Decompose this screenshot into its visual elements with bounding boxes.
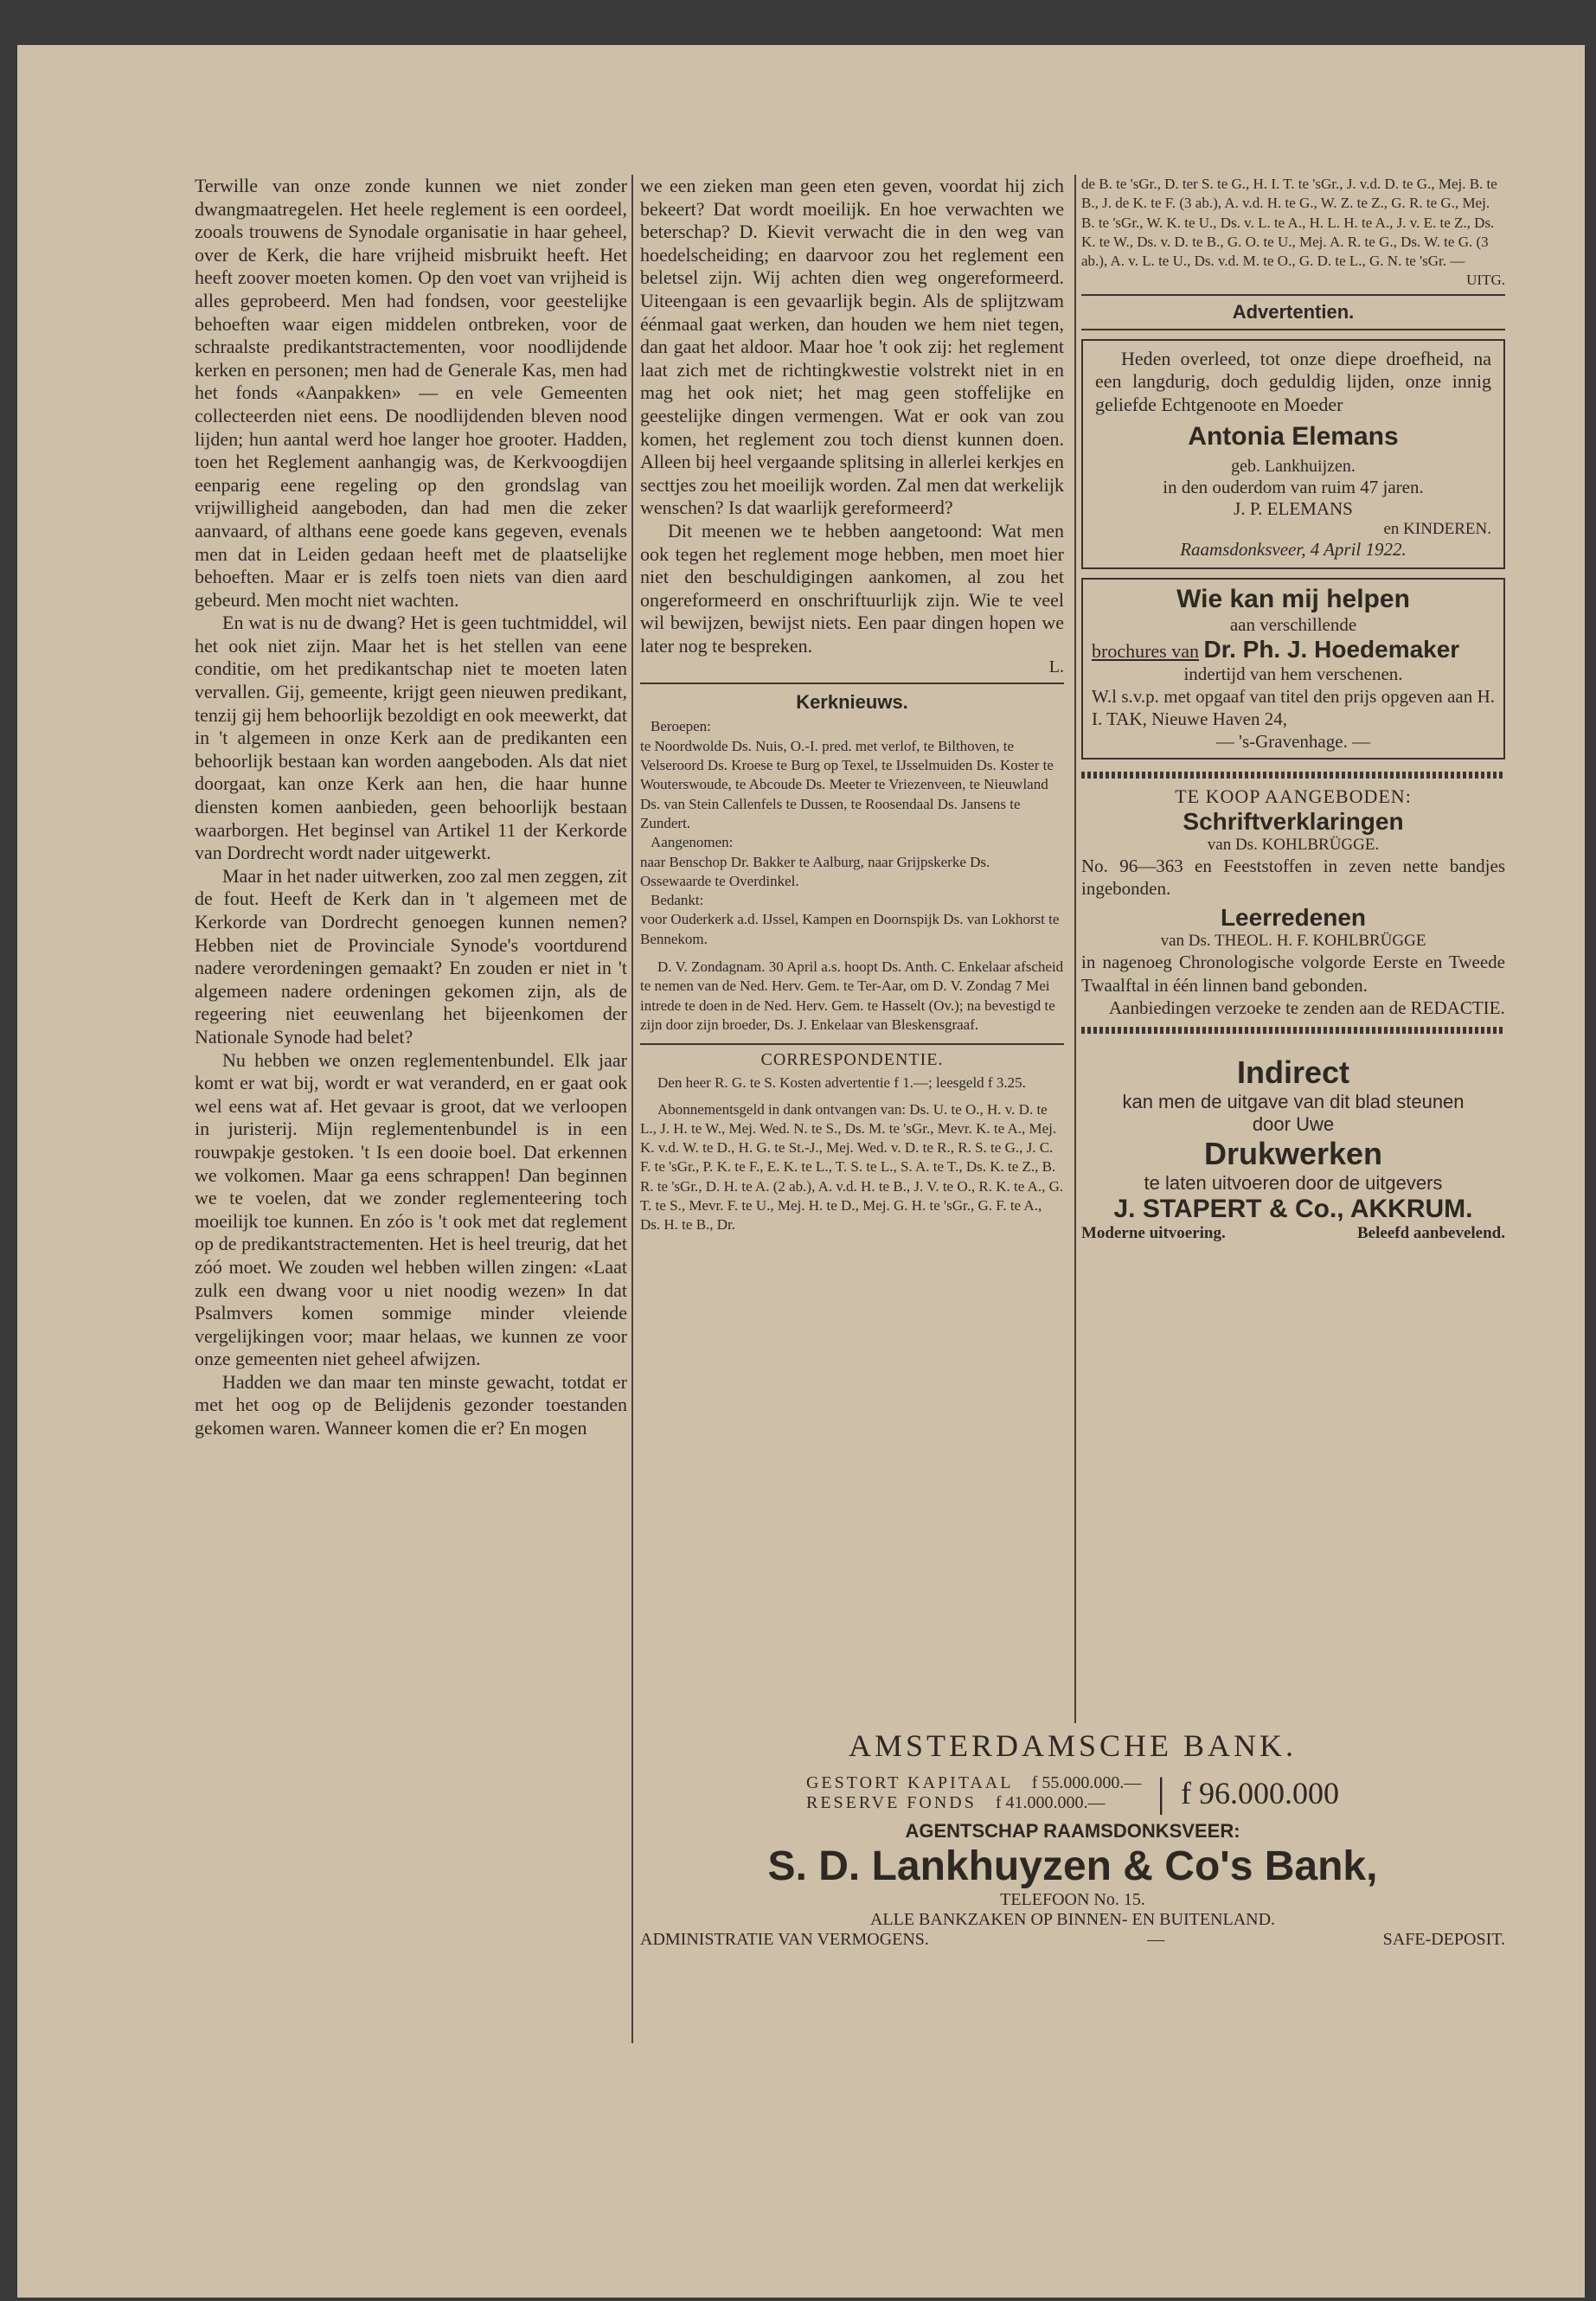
- beroepen-text: te Noordwolde Ds. Nuis, O.-I. pred. met verlof, te Bilthoven, te Velseroord Ds. Kroese te Burg op Texel, te IJsselmuiden Ds. Koster te Wouterswoude, te Abcoude Ds. Meeter te Vriezenveen, te Nieuwland Ds. van Stein Callenfels te Dussen, te Roosendaal Ds. Jansens te Zundert.: [640, 737, 1054, 831]
- bedankt-text: voor Ouderkerk a.d. IJssel, Kampen en Doornspijk Ds. van Lokhorst te Bennekom.: [640, 911, 1060, 947]
- leer-title: Leerredenen: [1220, 903, 1367, 931]
- bank-line: [806, 1773, 1141, 1793]
- kerknieuws-heading: Kerknieuws.: [796, 691, 908, 714]
- bank-value: f 55.000.000.—: [1031, 1772, 1142, 1792]
- section-rule: [640, 683, 1064, 684]
- col1-paragraph: En wat is nu de dwang? Het is geen tuchtmiddel, wil het ook niet zijn. Maar het is het stellen van eene conditie, om het predikantschap niet te moeten laten vervallen. Gij, gemeente, krijgt geen nieuwen predikant, tenzij gij hem behoorlijk bezoldigt en ook meewerkt, dat in 't algemeen in onze Kerk aan de predikanten een behoorlijk bestaan kan worden aangeboden. Als dat niet doorgaat, kan onze Kerk aan hen, die haar hunne diensten komen aanbieden, geen behoorlijk bestaan waarborgen. Het beginsel van Artikel 11 der Kerkorde van Dordrecht wordt nader uitgewerkt.: [195, 612, 627, 864]
- advertentien-heading: Advertentien.: [1232, 300, 1355, 323]
- bank-dash: —: [1147, 1930, 1165, 1949]
- bank-line: [806, 1793, 1141, 1813]
- indirect-drukwerken: Drukwerken: [1203, 1135, 1383, 1171]
- bedankt-label: Bedankt:: [651, 892, 704, 909]
- wie-sub: aan verschillende: [1229, 613, 1357, 635]
- death-text: Heden overleed, tot onze diepe droefheid, na een langdurig, doch geduldig lijden, onze innig geliefde Echtgenoote en Moeder: [1095, 347, 1491, 415]
- column-2: [640, 175, 1064, 1235]
- death-sign: J. P. ELEMANS: [1234, 497, 1353, 519]
- aangenomen-label: Aangenomen:: [651, 834, 734, 851]
- wie-line: indertijd van hem verschenen.: [1183, 663, 1403, 684]
- leer-text: in nagenoeg Chronologische volgorde Eerste en Tweede Twaalftal in één linnen band gebonden.: [1081, 951, 1505, 996]
- leer-aan: Aanbiedingen verzoeke te zenden aan de REDACTIE.: [1109, 997, 1505, 1019]
- abonnementsgeld-continued: de B. te 'sGr., D. ter S. te G., H. I. T. te 'sGr., J. v.d. D. te G., Mej. B. te B., J. de K. te F. (3 ab.), A. v.d. H. te G., W. Z. te Z., G. R. te G., Mej. B. te 'sGr., W. K. te U., Ds. v. L. te A., H. L. H. te A., J. v. E. te Z., Ds. K. te W., Ds. v. D. te B., G. O. te U., Mej. A. R. te G., Ds. W. te G. (3 ab.), A. v. L. te U., Ds. v.d. M. te O., G. D. te L., G. N. te 'sGr. —: [1081, 176, 1497, 270]
- bank-capital-lines: [806, 1773, 1141, 1813]
- indirect-beleefd: Beleefd aanbevelend.: [1357, 1223, 1505, 1242]
- wie-brochures-line: [1092, 636, 1495, 663]
- column-divider: [631, 175, 633, 2043]
- wie-heading: Wie kan mij helpen: [1176, 584, 1410, 613]
- column-1: [195, 175, 627, 1440]
- death-name: Antonia Elemans: [1188, 421, 1399, 451]
- bank-tel: TELEFOON No. 15.: [1000, 1890, 1145, 1909]
- wie-line: W.l s.v.p. met opgaaf van titel den prijs opgeven aan H. I. TAK, Nieuwe Haven 24,: [1092, 685, 1495, 730]
- koop-heading: TE KOOP AANGEBODEN:: [1175, 785, 1412, 807]
- beroepen-label: Beroepen:: [651, 718, 711, 735]
- indirect-footer: [1081, 1224, 1505, 1243]
- koop-van: van Ds. KOHLBRÜGGE.: [1207, 835, 1380, 854]
- indirect-ad: [1081, 1054, 1505, 1243]
- bank-label: RESERVE FONDS: [805, 1792, 977, 1812]
- bank-total: f 96.000.000: [1181, 1775, 1339, 1811]
- bank-agent: AGENTSCHAP RAAMSDONKSVEER:: [905, 1820, 1240, 1842]
- abonnementsgeld-text: Abonnementsgeld in dank ontvangen van: Ds. U. te O., H. v. D. te L., J. H. te W., Mej. Wed. N. te S., Ds. M. te 'sGr., Mevr. K. te A., Mej. K. v.d. W. te D., H. G. te St.-J., Mej. Wed. v. D. te R., R. S. te G., J. C. F. te 'sGr., P. K. te F., E. K. te L., T. S. te L., S. A. te T., Ds. K. te Z., B. R. te 'sGr., D. H. te A. (2 ab.), A. v.d. H. te B., J. V. te O., R. K. te A., G. T. te S., Mevr. F. te U., Mej. H. te D., Mej. G. H. te 'sGr., G. F. te A., Ds. H. te B., Dr.: [640, 1100, 1064, 1234]
- col1-paragraph: Nu hebben we onzen reglementenbundel. Elk jaar komt er wat bij, wordt er wat veranderd, en er gaat ook wel eens wat af. Het gevaar is groot, dat we verloopen in juristerij. Mijn reglementenbundel is in een rouwpakje gestoken. 't Is een dooie boel. Dat erkennen we volkomen. Maar ga eens schrappen! Dan beginnen we te voelen, dat we zonder reglementeering toch moeilijk toe kunnen. En zóo is 't ook met dat reglement op de predikantstractementen. Het is heel treurig, dat het zóó moet. We zouden wel hebben willen zingen: «Laat zulk een dwang voor u niet noodig wezen» In dat Psalmvers komen sommige minder vleiende vergelijkingen voor; maar helaas, we kunnen ze voor onze gemeenten niet geheel afwijzen.: [195, 1048, 627, 1370]
- indirect-modern: Moderne uitvoering.: [1081, 1223, 1226, 1242]
- wie-brochures: brochures van: [1092, 639, 1200, 662]
- death-sign: en KINDEREN.: [1383, 519, 1491, 538]
- indirect-line: door Uwe: [1252, 1112, 1335, 1135]
- col1-paragraph: Terwille van onze zonde kunnen we niet zonder dwangmaatregelen. Het heele reglement is een oordeel, zooals trouwens de Synodale organisatie in haar geheel, over de Kerk, die hare vrijheid misbruikt heeft. Het heeft zoover moeten komen. Op den voet van vrijheid is alles geprobeerd. Men had fondsen, voor geestelijke behoeften waar eigen middelen ontbreken, voor de schraalste predikantstractementen, voor noodlijdende kerken en personen; men had de Generale Kas, men had het fonds «Aanpakken» — en vele Gemeenten collecteerden niet eens. De noodlijdenden bleven nood lijden; hun aantal werd hoe langer hoe grooter. Hadden, toen het Reglement aanhangig was, de Kerkvoogdijen eenparig eene regeling op den grondslag van vrijwilligheid aangeboden, dan had men die zeker aanvaard, of althans eene goede kans gegeven, evenals men dat in Leiden gedaan heeft met de plaatselijke behoeften. Maar er is zelfs toen niets van dien aard gebeurd. Men mocht niet wachten.: [195, 175, 627, 611]
- bank-capital: [640, 1769, 1505, 1817]
- death-notice: [1081, 339, 1505, 569]
- koop-text: No. 96—363 en Feeststoffen in zeven nette bandjes ingebonden.: [1081, 855, 1505, 900]
- indirect-line: kan men de uitgave van dit blad steunen: [1122, 1090, 1465, 1112]
- correspondentie-heading: CORRESPONDENTIE.: [760, 1050, 944, 1070]
- bank-brace: |: [1157, 1770, 1165, 1816]
- death-age: in den ouderdom van ruim 47 jaren.: [1163, 476, 1424, 497]
- bank-title: AMSTERDAMSCHE BANK.: [848, 1728, 1298, 1763]
- koop-title: Schriftverklaringen: [1183, 807, 1404, 835]
- section-rule: [1081, 294, 1505, 296]
- indirect-firm: J. STAPERT & Co., AKKRUM.: [1113, 1194, 1473, 1223]
- bank-name: S. D. Lankhuyzen & Co's Bank,: [767, 1843, 1378, 1889]
- col2-paragraph: we een zieken man geen eten geven, voordat hij zich bekeert? Dat wordt moeilijk. En hoe verwachten we beterschap? D. Kievit verwacht die in den weg van hoedelscheiding; en daarvoor zou het reglement een beletsel zijn. Wij achten dien weg ongereformeerd. Uiteengaan is een gevaarlijk begin. Als de splijtzwam éénmaal gaat werken, dan houden we hem niet tegen, dan gaat het aldoor. Maar hoe 't ook zij: het reglement laat zich met de richtingkwestie volstrekt niet in en mag het ook niet; het mag geen stoffelijke en geestelijke dingen vermengen. Wat er ook van zou komen, het reglement zou toch dienst kunnen doen. Alleen bij heel vergaande splitsing in allerlei kerkjes en secttjes zou het moeilijk worden. Zal men dat werkelijk wenschen? Is dat waarlijk gereformeerd?: [640, 175, 1064, 519]
- decorative-border: [1081, 1027, 1505, 1034]
- bank-label: GESTORT KAPITAAL: [805, 1772, 1013, 1792]
- col1-paragraph: Maar in het nader uitwerken, zoo zal men zeggen, zit de fout. Heeft de Kerk dan in 't algemeen met de Kerkorde van Dordrecht genoegen kunnen nemen? Hebben niet de Provinciale Synode's voortdurend nadere verordeningen gemaakt? En zouden er niet in 't algemeen nadere ordeningen gekomen zijn, als de regeering niet eeuwenlang het bijeenkomen der Nationale Synode had belet?: [195, 864, 627, 1048]
- newspaper-page: [17, 45, 1585, 2298]
- death-born: geb. Lankhuijzen.: [1231, 456, 1356, 476]
- wie-kan-mij-helpen-ad: [1081, 578, 1505, 760]
- section-rule: [1081, 329, 1505, 330]
- indirect-title: Indirect: [1236, 1054, 1350, 1090]
- bank-value: f 41.000.000.—: [995, 1792, 1106, 1812]
- article-signature: L.: [1048, 657, 1064, 677]
- uitg-sign: UITG.: [1466, 272, 1505, 289]
- wie-name: Dr. Ph. J. Hoedemaker: [1203, 635, 1460, 663]
- section-rule: [640, 1043, 1064, 1045]
- correspondentie-text: Den heer R. G. te S. Kosten advertentie f 1.—; leesgeld f 3.25.: [657, 1074, 1026, 1092]
- indirect-line: te laten uitvoeren door de uitgevers: [1144, 1171, 1443, 1194]
- decorative-border: [1081, 772, 1505, 779]
- aangenomen-text: naar Benschop Dr. Bakker te Aalburg, naar Grijpskerke Ds. Ossewaarde te Overdinkel.: [640, 853, 990, 889]
- wie-line: — 's-Gravenhage. —: [1215, 730, 1371, 752]
- col1-paragraph: Hadden we dan maar ten minste gewacht, totdat er met het oog op de Belijdenis gezonder toestanden gekomen waren. Wanneer komen die er? En mogen: [195, 1370, 627, 1439]
- bank-admin: ADMINISTRATIE VAN VERMOGENS.: [640, 1930, 929, 1949]
- bank-safe: SAFE-DEPOSIT.: [1382, 1930, 1505, 1949]
- dv-notice: D. V. Zondagnam. 30 April a.s. hoopt Ds. Anth. C. Enkelaar afscheid te nemen van de Ned. Herv. Gem. te Ter-Aar, om D. V. Zondag 7 Mei intrede te doen in de Ned. Herv. Gem. te Hasselt (Ov.); na bevestigd te zijn door zijn broeder, Ds. J. Enkelaar van Bleskensgraaf.: [640, 958, 1064, 1033]
- bank-zaken: ALLE BANKZAKEN OP BINNEN- EN BUITENLAND.: [869, 1910, 1276, 1929]
- death-place: Raamsdonksveer, 4 April 1922.: [1180, 538, 1407, 560]
- bank-footer: [640, 1930, 1505, 1950]
- col2-paragraph: Dit meenen we te hebben aangetoond: Wat men ook tegen het reglement moge hebben, men moet hier niet den beschuldigingen aankomen, al zou het ongereformeerd en onschriftuurlijk zijn. Wie te veel wil bewijzen, bewijst niets. Een paar dingen hopen we later nog te bespreken.: [640, 519, 1064, 657]
- bank-ad: [640, 1727, 1505, 1950]
- leer-van: van Ds. THEOL. H. F. KOHLBRÜGGE: [1160, 931, 1426, 950]
- column-3: [1081, 175, 1505, 1243]
- column-divider: [1074, 175, 1076, 1723]
